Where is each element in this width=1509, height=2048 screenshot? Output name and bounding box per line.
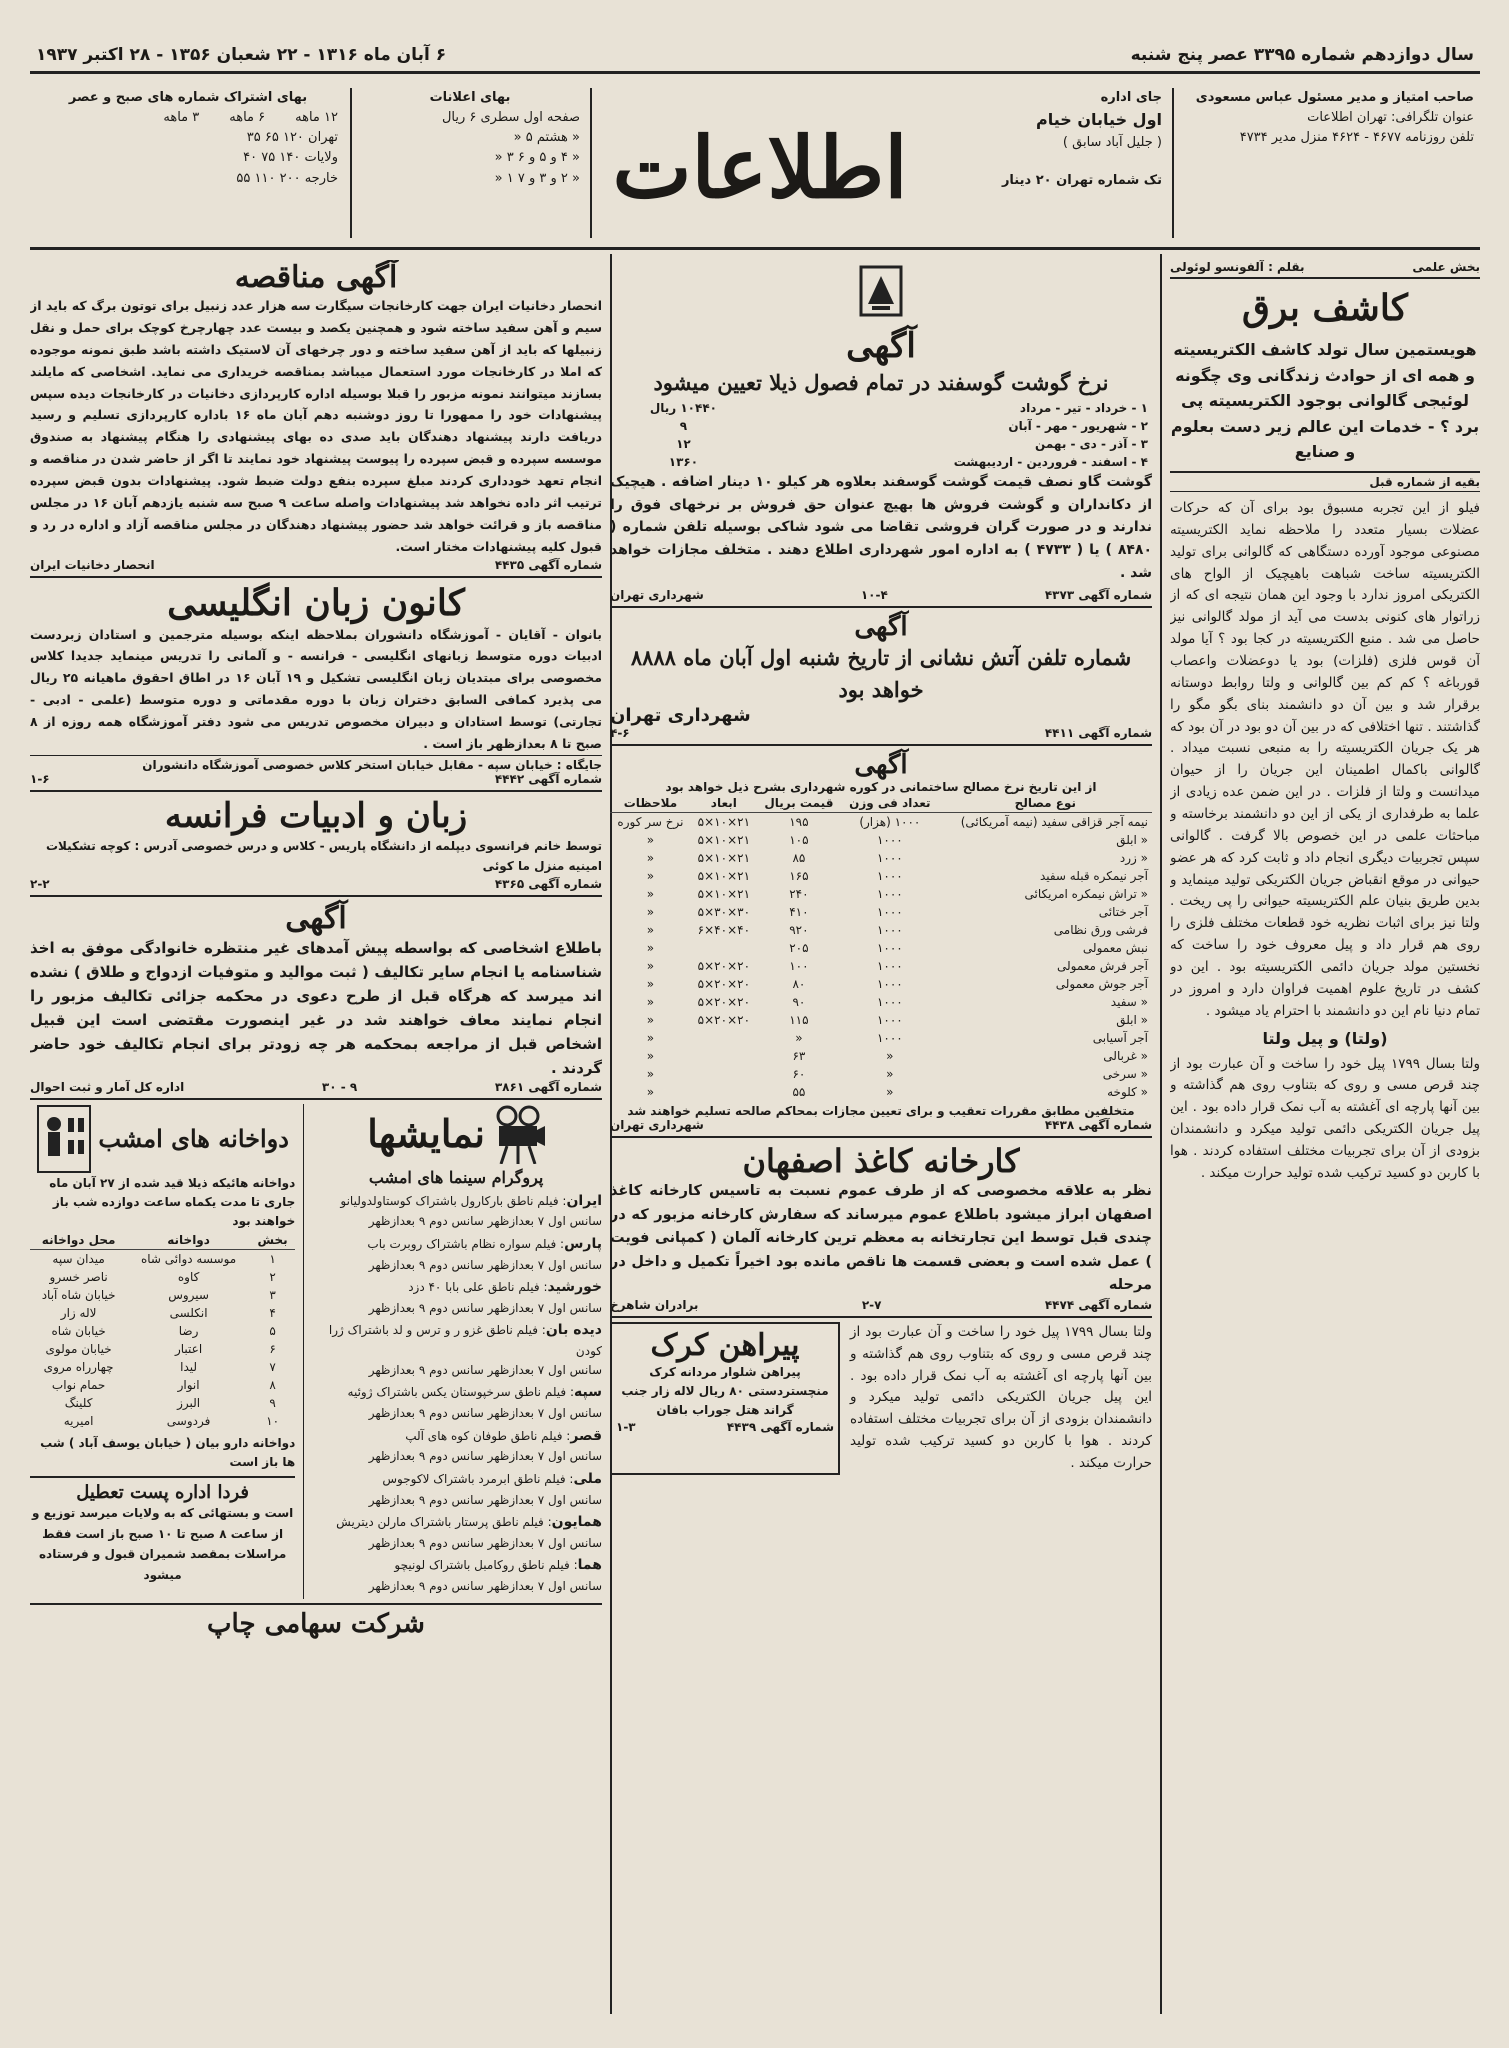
table-row <box>30 1268 295 1286</box>
cinema-name: هما <box>577 1557 602 1574</box>
table-cell: « غربالی <box>1103 1049 1148 1064</box>
science-column <box>1170 260 1480 2020</box>
table-cell: ۶ <box>269 1342 276 1357</box>
table-cell: « <box>646 1067 655 1082</box>
ad-body: توسط خانم فرانسوی دیپلمه از دانشگاه پاریس - کلاس و درس خصوصی آدرس : کوچه تشکیلات امینیه منزل ما کوئی <box>45 838 602 874</box>
table-cell: « <box>646 833 655 848</box>
cinema-times: سانس اول ۷ بعدازظهر سانس دوم ۹ بعدازظهر <box>368 1405 602 1420</box>
table-cell: ۱۰۰۰ <box>876 1031 903 1046</box>
table-row <box>610 867 1152 885</box>
cinema-list <box>310 1191 602 1596</box>
civil-registry-ad <box>30 901 602 1094</box>
newspaper-logo: اطلاعات <box>612 117 908 217</box>
table-cell: حمام نواب <box>51 1378 106 1393</box>
cinema-name: ایران <box>566 1192 602 1209</box>
ad-date: ۱۰-۴ <box>860 588 888 603</box>
table-row <box>30 1340 295 1358</box>
ads-price-line: « ۲ و ۳ و ۷ ۱ « <box>494 170 580 186</box>
ad-title: آگهی <box>854 750 908 781</box>
table-cell: ۱۰۰۰ <box>876 959 903 974</box>
ad-signature: انحصار دخانیات ایران <box>30 557 155 572</box>
table-row <box>610 957 1152 975</box>
table-cell: « <box>646 869 655 884</box>
table-cell: ۹۰ <box>792 995 806 1010</box>
telegraph-line: عنوان تلگرافی: تهران اطلاعات <box>1307 110 1474 126</box>
table-cell: ۱۰۰۰ <box>876 1013 903 1028</box>
table-cell: « <box>886 1067 894 1082</box>
ad-date: ۱-۳ <box>616 1420 636 1435</box>
table-cell: ۹ <box>269 1396 276 1411</box>
french-course-ad <box>30 796 602 891</box>
article-continuation <box>850 1322 1152 1475</box>
table-cell: ۱۶۵ <box>789 869 809 884</box>
table-cell: سیروس <box>168 1288 209 1303</box>
article-lead: هویستمین سال تولد کاشف الکتریسیته و همه ای از حوادث زندگانی وی چگونه لوئیجی گالوانی بوجود الکتریسیته پی برد ؟ - خدمات این عالم زیر دست بعلوم و صنایع <box>1170 340 1480 462</box>
ads-price-box <box>360 88 580 189</box>
table-row <box>610 849 1152 867</box>
date-line <box>30 38 1480 74</box>
cinema-name: خورشید <box>547 1279 602 1296</box>
table-cell: ۱۰۰۰ <box>876 995 903 1010</box>
article-body: فیلو از این تجربه مسبوق بود برای آن که حرکات عضلات بسیار متعدد را ملاحظه نماید الکتریسیته مصنوعی موجود آورده دستگاهی که گالوانی برای تولید الکتریسیته ساخت شباهت باهیچیک از الواح های الکتریکی امروز ندارد با وجود این همان نتیجه ای که از زراتوار های کنونی بدست می آید از مولد گالوانی نیز حاصل می شد . منبع الکتریسیته در کجا بود ؟ آیا مولد آن قوس فلزی (فلزات) بود یا دوعضلات واعصاب قورباغه ؟ کم کم بین گالوانی و ولتا روابط دوستانه برقرار شد و بین آن دو دانشمند بنای بگو مگو را گذاشتند . تنها اختلافی که در بین آن دو بود در آن بود که هر یک جریان الکتریسیته را به منبعی نسبت میداد . گالوانی باکمال اطمینان این جریان را از حیوان میدانست و ولتا از فلزات . در این ضمن عده زیادی از علما به طرفداری از یکی از این دو دانشمند برخاسته و مباحثات علمی در این خصوص بالا گرفت . گالوانی سپس تجربیات دیگری انجام داد و ثابت کرد که هر عضو حیوانی در موقع انقباض جریان الکتریکی تولید مینماید و بدین طریق بنیان علم الکتریسیته حیوانی را پی ریخت . ولتا نیز برای اثبات نظریه خود قطعات مختلف فلزی را روی هم قرار داد و پیل معروف خود را ساخت که نخستین مولد جریان دائمی الکتریسیته بود . این دو کشف در تاریخ علوم اهمیت فراوان دارد و امروز در تمام دنیا نام این دو دانشمند با احترام یاد میشود . <box>1170 499 1480 1019</box>
pharmacy-table <box>30 1231 295 1430</box>
table-cell: « <box>646 923 655 938</box>
table-cell: خیابان شاه آباد <box>41 1288 116 1303</box>
table-row <box>30 1304 295 1322</box>
ad-body: پیراهن شلوار مردانه کرک منچستردستی ۸۰ ریال لاله زار جنب گراند هتل جوراب بافان <box>621 1364 829 1418</box>
table-cell: « ابلق <box>1116 1013 1148 1028</box>
table-cell: « کلوخه <box>1107 1085 1148 1100</box>
ad-title: آگهی <box>285 900 347 936</box>
table-cell: ۴۱۰ <box>789 905 809 920</box>
table-row <box>30 1358 295 1376</box>
cinema-times: سانس اول ۷ بعدازظهر سانس دوم ۹ بعدازظهر <box>368 1535 602 1550</box>
pharmacy-list <box>30 1104 295 1599</box>
table-cell <box>691 1083 757 1101</box>
office-label: جای اداره <box>1100 90 1162 105</box>
table-cell: ۲۴۰ <box>789 887 809 902</box>
table-cell: ۱۰۰۰ <box>876 941 903 956</box>
table-cell: ۲۰×۲۰×۵ <box>697 1013 751 1028</box>
table-cell: فردوسی <box>166 1414 211 1429</box>
table-cell: ۲۰×۲۰×۵ <box>697 995 751 1010</box>
price-cell: ۱۳۶۰ <box>668 455 699 469</box>
table-cell: « سفید <box>1110 995 1148 1010</box>
materials-table <box>610 794 1152 1101</box>
cinema-film: : فیلم ناطق علی بابا ۴۰ دزد <box>408 1280 548 1295</box>
ad-title: کارخانه کاغذ اصفهان <box>742 1142 1020 1181</box>
shirt-ad <box>610 1322 840 1475</box>
table-cell: ۴۰×۴۰×۶ <box>697 923 751 938</box>
table-cell: البرز <box>177 1396 201 1411</box>
cinema-item <box>310 1382 602 1422</box>
table-row <box>610 993 1152 1011</box>
table-cell: ۱۰۰۰ <box>876 905 903 920</box>
table-cell: خیابان مولوی <box>45 1342 112 1357</box>
pharmacy-logo: دواخانه های امشب <box>98 1124 289 1154</box>
subs-header: ۳ ماهه <box>163 110 200 126</box>
ads-price-title: بهای اعلانات <box>429 90 511 105</box>
cinema-film: : فیلم ناطق بارکارول باشتراک کوستاولدولیانو <box>340 1193 567 1208</box>
table-cell: نرخ سر کوره <box>617 815 684 830</box>
table-cell: « <box>886 1049 894 1064</box>
ad-title: زبان و ادبیات فرانسه <box>164 795 468 836</box>
table-row <box>30 1394 295 1412</box>
issue-info: سال دوازدهم شماره ۳۳۹۵ عصر پنج شنبه <box>1130 44 1474 65</box>
table-cell: لاله زار <box>60 1306 97 1321</box>
phones-line: تلفن روزنامه ۴۶۷۷ - ۴۶۲۴ منزل مدیر ۴۷۳۴ <box>1239 130 1474 146</box>
cinema-film: : فیلم سواره نظام باشتراک روبرت باب <box>367 1236 565 1251</box>
meat-price-ad <box>610 264 1152 602</box>
table-cell: رضا <box>178 1324 199 1339</box>
ad-number: شماره آگهی ۳۸۶۱ <box>494 1079 602 1094</box>
table-cell: ۲۱×۱۰×۵ <box>697 851 751 866</box>
cinema-film: : فیلم ناطق سرخپوستان یکس باشتراک ژوئیه <box>347 1385 575 1400</box>
office-box <box>942 88 1162 191</box>
table-row <box>610 1047 1152 1065</box>
table-cell: ۶۰ <box>792 1067 806 1082</box>
table-cell: ۵ <box>269 1324 276 1339</box>
table-cell: آجر آسیابی <box>1092 1031 1148 1046</box>
ads-price-line: صفحه اول سطری ۶ ریال <box>441 110 580 126</box>
table-row <box>610 1083 1152 1101</box>
film-camera-icon <box>493 1104 545 1164</box>
ad-number: شماره آگهی ۴۴۳۹ <box>726 1420 834 1435</box>
date-info: ۶ آبان ماه ۱۳۱۶ - ۲۲ شعبان ۱۳۵۶ - ۲۸ اکتبر ۱۹۳۷ <box>36 44 447 65</box>
table-cell: « <box>795 1031 803 1046</box>
table-cell: ۱۰۰۰ <box>876 869 903 884</box>
table-row <box>610 1011 1152 1029</box>
issue-price: تک شماره تهران ۲۰ دینار <box>1001 173 1162 189</box>
subs-header: ۶ ماهه <box>229 110 266 126</box>
table-cell: « <box>646 959 655 974</box>
table-cell: ۲ <box>269 1270 276 1285</box>
table-cell: « <box>646 887 655 902</box>
ad-body: انحصار دخانیات ایران جهت کارخانجات سیگارت سه هزار عدد زنبیل برای توتون برگ که باید از سیم و آهن سفید ساخته شود و همچنین یکصد و بیست عدد چهارچرخ کوچک برای حمل و نقل زنبیلها که باید از آهن سفید ساخته و دور چرخهای آن لاستیک داشته باشد طبق نمونه موجوده که املا در کارخانجات مورد استعمال میباشد بمناقصه خریداری می نماید. اشخاصی که مایلند بسازند میتوانند نمونه مزبور را قبلا بوسیله اداره کارپردازی دخانیات در کارخانجات دیده سپس پیشنهادات خود را ممهورا تا روز دوشنبه دهم آبان ماه ۱۶ باداره کارپردازی تسلیم و رسید دریافت دارند پیشنهاد دهندگان باید صدی ده بهای پیشنهادی را هنگام پیشنهاد به صندوق موسسه سپرده و قبض سپرده را پیوست پیشنهاد خود نمایند تا اگر از حاضر شدن در مناقصه و انجام تعهد خودداری کردند مبلغ سپرده بنفع دولت ضبط شود. پیشنهادات بدون قبض سپرده ترتیب اثر داده نخواهد شد پیشنهادات واصله ساعت ۹ صبح سه شنبه یازدهم آبان ۱۶ در مجلس مناقصه باز و قرائت خواهد شد حضور پیشنهاد دهندگان در مجلس مناقصه آزاد و اداره در رد و قبول کلیه پیشنهادات مختار است. <box>30 298 602 554</box>
table-cell: ۱۱۵ <box>789 1013 809 1028</box>
col-header: ملاحظات <box>610 794 691 813</box>
table-row <box>610 831 1152 849</box>
materials-ad <box>610 750 1152 1132</box>
table-cell: آجر فرش معمولی <box>1056 959 1148 974</box>
municipality-emblem-icon <box>858 264 904 318</box>
table-cell: ۱۰۰۰ <box>876 833 903 848</box>
ad-title: کانون زبان انگلیسی <box>167 581 465 624</box>
table-cell: ناصر خسرو <box>49 1270 108 1285</box>
ad-date: ۲-۷ <box>861 1297 882 1312</box>
ad-number: شماره آگهی ۴۴۷۴ <box>1044 1297 1152 1312</box>
table-cell: امیریه <box>63 1414 94 1429</box>
subscription-title: بهای اشتراک شماره های صبح و عصر <box>68 90 308 105</box>
cinema-film: : فیلم ناطق پرستار باشتراک مارلن دیتریش <box>336 1515 552 1530</box>
table-cell: ۵۵ <box>792 1085 806 1100</box>
table-cell: کاوه <box>177 1270 200 1285</box>
ad-number: شماره آگهی ۴۳۷۳ <box>1044 588 1152 603</box>
table-cell: آجر نیمکره قبله سفید <box>1039 869 1148 884</box>
table-cell: ۱۰۰ <box>789 959 809 974</box>
cinema-item <box>310 1320 602 1379</box>
article-title: کاشف برق <box>1242 287 1408 329</box>
table-cell: « <box>646 905 655 920</box>
ad-title: پیراهن کرک <box>650 1327 800 1363</box>
ad-body: شماره تلفن آتش نشانی از تاریخ شنبه اول آبان ماه ۸۸۸۸ خواهد بود <box>630 645 1132 702</box>
table-row <box>610 903 1152 921</box>
cinema-times: سانس اول ۷ بعدازظهر سانس دوم ۹ بعدازظهر <box>368 1449 602 1464</box>
table-cell: ۱۰۰۰ (هزار) <box>859 815 921 830</box>
cinema-name: همایون <box>551 1514 602 1531</box>
cinema-times: سانس اول ۷ بعدازظهر سانس دوم ۹ بعدازظهر <box>368 1362 602 1377</box>
section-label: بخش علمی <box>1412 260 1480 274</box>
table-cell: ۲۱×۱۰×۵ <box>697 833 751 848</box>
ad-number: شماره آگهی ۴۴۳۵ <box>494 557 602 572</box>
ad-title: آگهی <box>854 612 908 643</box>
cinema-times: سانس اول ۷ بعدازظهر سانس دوم ۹ بعدازظهر <box>368 1492 602 1507</box>
table-row <box>610 813 1152 832</box>
table-cell: انکلسی <box>169 1306 208 1321</box>
col-header: ابعاد <box>691 794 757 813</box>
table-cell: « <box>646 941 655 956</box>
ad-note: متخلفین مطابق مقررات تعقیب و برای تعیین مجازات بمحاکم صالحه تسلیم خواهند شد <box>627 1104 1135 1119</box>
table-cell: « <box>646 977 655 992</box>
ad-date: ۲-۲ <box>30 876 50 891</box>
tender-ad <box>30 260 602 572</box>
table-row <box>610 921 1152 939</box>
pharmacy-intro: دواخانه هائیکه ذیلا قید شده از ۲۷ آبان ماه جاری تا مدت یکماه ساعت دوازده شب باز خواهند بود <box>49 1175 296 1228</box>
table-row <box>30 1412 295 1430</box>
table-cell: فرشی ورق نظامی <box>1053 923 1148 938</box>
fire-phone-ad <box>610 612 1152 740</box>
article-body: ولتا بسال ۱۷۹۹ پیل خود را ساخت و آن عبارت بود از چند قرص مسی و روی که بتناوب روی هم گذاشته و بین آنها پارچه ای آغشته به آب نمک قرار داده بود . این پیل جریان الکتریکی دائمی تولید میکرد و دانشمندان بزودی از آن برای تجربیات مختلف استفاده کردند . هوا با کاربن دو کسید ترکیب شده تولید حرارت میکند . <box>1170 1055 1480 1181</box>
cinema-times: سانس اول ۷ بعدازظهر سانس دوم ۹ بعدازظهر <box>368 1214 602 1229</box>
table-cell: ۲۱×۱۰×۵ <box>697 815 751 830</box>
table-row <box>30 1322 295 1340</box>
ad-number: شماره آگهی ۴۳۶۵ <box>494 876 602 891</box>
table-cell: « زرد <box>1119 851 1148 866</box>
cinema-times: سانس اول ۷ بعدازظهر سانس دوم ۹ بعدازظهر <box>368 1579 602 1594</box>
cinema-name: ملی <box>573 1470 602 1487</box>
subs-header: ۱۲ ماهه <box>295 110 338 126</box>
ad-body: بانوان - آقایان - آموزشگاه دانشوران بملاحظه اینکه بوسیله مترجمین و استادان زبردست ادبیات دوره متوسط زبانهای انگلیسی - فرانسه - و آلمانی را تدریس مینماید جدیدا کلاس مخصوصی برای مبتدیان زبان انگلیسی تشکیل و ۱۹ آبان ۱۶ در اطاق احقوق ماهیانه ۲۵ ریال می پذیرد کمافی السابق دختران زبان با دوره مقدماتی و دوره متوسط (علمی - ادبی - تجارتی) توسط استادان و دبیران مخصوص تدریس می شود دفتر آموزشگاه همه روزه از ۸ صبح تا ۸ بعدازظهر باز است . <box>30 626 602 751</box>
ad-number: شماره آگهی ۴۴۴۲ <box>494 771 602 786</box>
subs-row: ولایات ۱۴۰ ۷۵ ۴۰ <box>243 150 338 166</box>
table-cell: ۲۱×۱۰×۵ <box>697 887 751 902</box>
cinema-item <box>310 1426 602 1466</box>
table-cell: ۱۹۵ <box>789 815 809 830</box>
office-address-old: ( جلیل آباد سابق ) <box>1062 134 1162 150</box>
cinema-item <box>310 1234 602 1274</box>
subs-row: خارجه ۲۰۰ ۱۱۰ ۵۵ <box>236 170 338 186</box>
ad-signature: شهرداری تهران <box>610 1118 704 1133</box>
col-header: بخش <box>250 1231 295 1250</box>
season-cell: ۳ - آذر - دی - بهمن <box>1035 437 1148 451</box>
col-header: دواخانه <box>127 1231 250 1250</box>
cinema-name: دیده بان <box>545 1322 602 1339</box>
table-row <box>610 1065 1152 1083</box>
col-header: محل دواخانه <box>30 1231 127 1250</box>
article-body: ولتا بسال ۱۷۹۹ پیل خود را ساخت و آن عبارت بود از چند قرص مسی و روی که بتناوب روی هم گذاشته و بین آنها پارچه ای آغشته به آب نمک قرار داده بود . این پیل جریان الکتریکی دائمی تولید میکرد و دانشمندان بزودی از آن برای تجربیات مختلف استفاده کردند . هوا با کاربن دو کسید ترکیب شده تولید حرارت میکند . <box>850 1323 1152 1471</box>
cinema-name: قصر <box>570 1427 602 1444</box>
owner-line: صاحب امتیاز و مدیر مسئول عباس مسعودی <box>1195 90 1474 105</box>
table-cell: موسسه دوائی شاه <box>140 1252 237 1267</box>
table-cell: نبش معمولی <box>1082 941 1148 956</box>
season-cell: ۲ - شهریور - مهر - آبان <box>1008 419 1148 433</box>
ad-date: ۹ - ۳۰ <box>321 1079 358 1094</box>
table-cell: ۹۲۰ <box>789 923 809 938</box>
table-cell: « <box>646 1031 655 1046</box>
col-header: قیمت بریال <box>757 794 841 813</box>
post-title: فردا اداره پست تعطیل <box>76 1482 249 1504</box>
table-cell: ۴ <box>269 1306 276 1321</box>
table-row <box>610 885 1152 903</box>
ad-number: شماره آگهی ۴۴۳۸ <box>1044 1118 1152 1133</box>
ad-body: گوشت گاو نصف قیمت گوشت گوسفند بعلاوه هر کیلو ۱۰ دینار اضافه . هیچیک از دکانداران و گوشت فروش ها بهیچ عنوان حق فروش بر نرخهای فوق را ندارند و در صورت گران فروشی تقاضا می شود شاکی بوسیله تلفن شماره ( ۸۴۸۰ ) یا ( ۴۷۳۳ ) به اداره امور شهرداری اطلاع دهند . متخلف مجازات خواهد شد . <box>610 474 1152 581</box>
season-cell: ۴ - اسفند - فروردین - اردیبهشت <box>953 455 1148 469</box>
table-cell: لیدا <box>180 1360 198 1375</box>
table-cell: « <box>646 1049 655 1064</box>
table-cell: آجر ختائی <box>1098 905 1148 920</box>
ads-price-line: « هشتم ۵ « <box>513 130 580 146</box>
col-header: نوع مصالح <box>939 794 1152 813</box>
ad-body: باطلاع اشخاصی که بواسطه پیش آمدهای غیر منتظره خانوادگی موفق به اخذ شناسنامه یا انجام سایر تکالیف ( ثبت موالید و متوفیات ازدواج و طلاق ) نشده اند میرسد که هرگاه قبل از طرح دعوی در محکمه جزائی تکالیف مزبور را انجام نمایند معاف خواهند شد در غیر اینصورت مقتضی است این قبیل اشخاص قبل از مراجعه بمحکمه هر چه زودتر برای انجام تکالیف خود حاضر گردند . <box>30 938 602 1077</box>
ad-title: آگهی مناقصه <box>234 260 398 295</box>
owner-box <box>1184 88 1474 148</box>
table-cell: ۲۰×۲۰×۵ <box>697 959 751 974</box>
table-cell: « <box>646 1013 655 1028</box>
table-cell: آجر جوش معمولی <box>1055 977 1148 992</box>
ad-date: ۴-۶ <box>610 726 630 741</box>
office-address: اول خیابان خیام <box>1036 110 1162 130</box>
cinema-film: : فیلم ناطق روکامبل باشتراک لونیچو <box>394 1558 578 1573</box>
table-cell: ۸۵ <box>792 851 806 866</box>
table-row <box>30 1250 295 1269</box>
printer-name: شرکت سهامی چاپ <box>207 1608 425 1639</box>
table-cell: ۱ <box>269 1252 276 1267</box>
table-cell: « سرخی <box>1102 1067 1148 1082</box>
table-cell: ۸ <box>269 1378 276 1393</box>
cinema-item <box>310 1469 602 1509</box>
table-cell: ۱۰۰۰ <box>876 887 903 902</box>
cinema-title: پروگرام سینما های امشب <box>368 1167 544 1187</box>
cinema-item <box>310 1555 602 1595</box>
ad-signature: شهرداری تهران <box>610 705 751 727</box>
table-cell: ۳۰×۳۰×۵ <box>697 905 751 920</box>
table-cell: انوار <box>177 1378 200 1393</box>
post-body: است و بستهائی که به ولایات میرسد توزیع و از ساعت ۸ صبح تا ۱۰ صبح باز است فقط مراسلات بمقصد شمیران قبول و فرستاده میشود <box>31 1506 294 1582</box>
ad-body: نظر به علاقه مخصوصی که از طرف عموم نسبت به تاسیس کارخانه کاغذ اصفهان ابراز میشود باطلاع عموم میرساند که سفارش کارخانه مزبور که در چندی قبل توسط این تجارتخانه به معظم ترین کارخانه آلمان ( کمپانی فویت ) عمل شده است و بعضی قسمت ها ناقص مانده بود اخیراً تکمیل و داخل در مرحله <box>610 1183 1152 1294</box>
cinema-times: سانس اول ۷ بعدازظهر سانس دوم ۹ بعدازظهر <box>368 1300 602 1315</box>
table-cell: « <box>886 1085 894 1100</box>
table-cell: ۱۰۵ <box>789 833 809 848</box>
table-cell: ۲۰×۲۰×۵ <box>697 977 751 992</box>
cinema-program <box>303 1104 602 1599</box>
cinema-film: : فیلم ناطق ابرمرد باشتراک لاکوجوس <box>382 1471 574 1486</box>
table-cell: « <box>646 1085 655 1100</box>
ad-subtitle: از این تاریخ نرخ مصالح ساختمانی در کوره شهرداری بشرح ذیل خواهد بود <box>665 780 1097 795</box>
table-row <box>610 975 1152 993</box>
table-row <box>30 1376 295 1394</box>
ad-title: آگهی <box>846 326 916 366</box>
cinema-film: : فیلم ناطق طوفان کوه های آلپ <box>405 1428 571 1443</box>
middle-column <box>610 260 1152 2020</box>
season-cell: ۱ - خرداد - تیر - مرداد <box>1019 401 1148 415</box>
table-cell: خیابان شاه <box>51 1324 106 1339</box>
ads-price-line: « ۴ و ۵ و ۶ ۳ « <box>494 150 580 166</box>
table-cell: ۲۱×۱۰×۵ <box>697 869 751 884</box>
table-cell: میدان سپه <box>52 1252 105 1267</box>
price-cell: ۹ <box>679 419 688 433</box>
subscription-box <box>38 88 338 189</box>
ad-date: ۱-۶ <box>30 771 50 786</box>
cinema-logo: نمایشها <box>367 1111 485 1157</box>
cinema-name: سپه <box>574 1384 602 1401</box>
pharmacist-icon <box>36 1104 92 1174</box>
paper-factory-ad <box>610 1142 1152 1311</box>
col-header: تعداد فی وزن <box>841 794 939 813</box>
continued-label: بقیه از شماره قبل <box>1170 471 1480 492</box>
ad-location: جایگاه : خیابان سپه - مقابل خیابان استخر کلاس خصوصی آموزشگاه دانشوران <box>30 755 602 772</box>
table-cell <box>691 939 757 957</box>
ad-signature: برادران شاهرخ <box>610 1297 699 1312</box>
table-cell: چهارراه مروی <box>43 1360 114 1375</box>
article-subheading: (ولتا) و پیل ولتا <box>1262 1028 1388 1048</box>
table-row <box>610 1029 1152 1047</box>
price-cell: ۱۲ <box>676 437 691 451</box>
cinema-times: سانس اول ۷ بعدازظهر سانس دوم ۹ بعدازظهر <box>368 1257 602 1272</box>
newspaper-page <box>30 38 1480 2023</box>
cinema-name: پارس <box>564 1235 602 1252</box>
cinema-item <box>310 1512 602 1552</box>
table-row <box>30 1286 295 1304</box>
meat-price-table <box>610 399 1152 471</box>
table-cell: « <box>646 995 655 1010</box>
ad-signature: اداره کل آمار و ثبت احوال <box>30 1079 185 1094</box>
english-course-ad <box>30 582 602 786</box>
cinema-item <box>310 1277 602 1317</box>
article-author: بقلم : آلفونسو لوئولی <box>1170 260 1305 274</box>
table-cell: ۱۰۰۰ <box>876 923 903 938</box>
table-cell: ۸۰ <box>792 977 806 992</box>
table-cell: « تراش نیمکره امریکائی <box>1024 887 1148 902</box>
table-cell <box>691 1065 757 1083</box>
table-cell: ۶۳ <box>792 1049 806 1064</box>
price-cell: ۱۰۴۴۰ ریال <box>649 401 717 415</box>
table-cell: نیمه آجر قزاقی سفید (نیمه آمریکائی) <box>960 815 1148 830</box>
left-column <box>30 260 602 2020</box>
cinema-item <box>310 1191 602 1231</box>
table-cell: ۱۰۰۰ <box>876 977 903 992</box>
table-cell: ۱۰۰۰ <box>876 851 903 866</box>
pharmacy-note: دواخانه دارو بیان ( خیابان یوسف آباد ) شب ها باز است <box>40 1436 296 1470</box>
table-cell: کلینگ <box>64 1396 93 1411</box>
cinema-film: : فیلم ناطق غزو ر و ترس و لد باشتراک ژرا کودن <box>328 1323 602 1359</box>
ad-number: شماره آگهی ۴۴۱۱ <box>1044 726 1152 741</box>
table-cell: ۲۰۵ <box>789 941 809 956</box>
table-cell <box>691 1029 757 1047</box>
ad-signature: شهرداری تهران <box>610 588 704 603</box>
table-cell: اعتبار <box>174 1342 203 1357</box>
table-cell: « ابلق <box>1116 833 1148 848</box>
subs-row: تهران ۱۲۰ ۶۵ ۳۵ <box>246 130 338 146</box>
masthead <box>30 80 1480 250</box>
table-cell: ۷ <box>269 1360 276 1375</box>
table-row <box>610 939 1152 957</box>
ad-subtitle: نرخ گوشت گوسفند در تمام فصول ذیلا تعیین میشود <box>653 370 1109 395</box>
table-cell: ۱۰ <box>266 1414 280 1429</box>
table-cell: « <box>646 851 655 866</box>
table-cell: ۳ <box>269 1288 276 1303</box>
table-cell <box>691 1047 757 1065</box>
